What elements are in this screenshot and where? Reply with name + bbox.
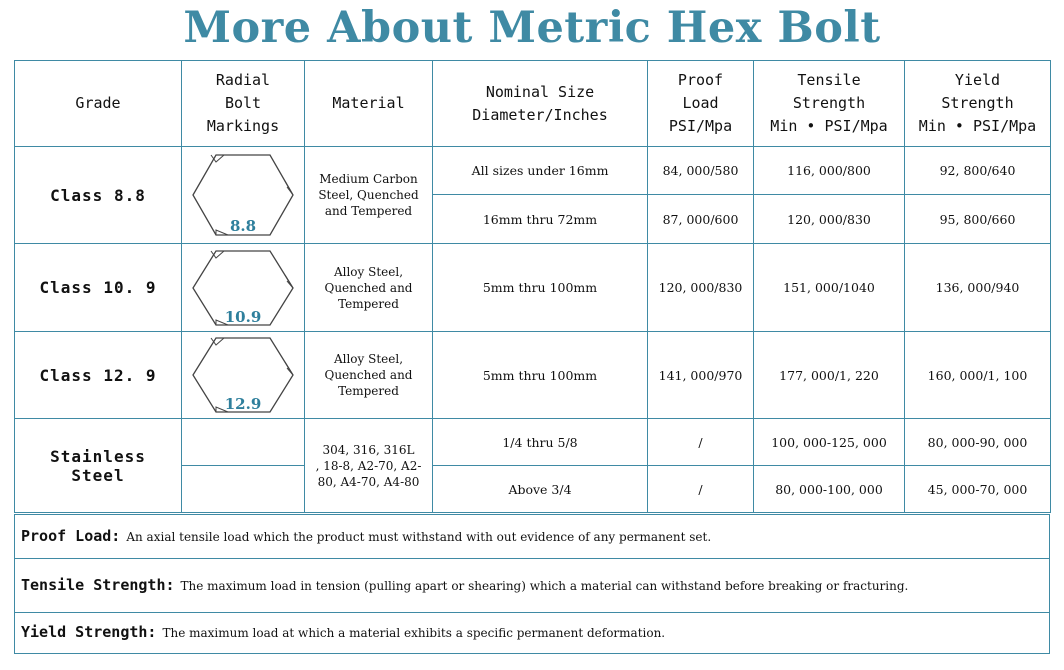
tensile-cell: 120, 000/830 — [754, 195, 905, 244]
marking-label: 12.9 — [224, 395, 262, 413]
proof-cell: / — [648, 466, 754, 513]
definition-term: Tensile Strength: — [21, 575, 175, 594]
yield-cell: 45, 000-70, 000 — [905, 466, 1051, 513]
definition-proof-load — [14, 514, 1050, 559]
table-row — [15, 332, 1051, 419]
yield-cell: 95, 800/660 — [905, 195, 1051, 244]
marking-label: 8.8 — [229, 217, 257, 235]
header-row — [15, 61, 1051, 147]
proof-cell: 141, 000/970 — [648, 332, 754, 419]
tensile-cell: 80, 000-100, 000 — [754, 466, 905, 513]
marking-cell — [182, 332, 305, 419]
hex-bolt-icon — [188, 150, 298, 240]
header-material: Material — [305, 61, 433, 147]
yield-cell: 92, 800/640 — [905, 147, 1051, 195]
grade-cell: Class 12. 9 — [15, 332, 182, 419]
definition-text: The maximum load at which a material exhibits a specific permanent deformation. — [162, 626, 666, 640]
grade-cell: Stainless Steel — [15, 419, 182, 513]
bolt-spec-table — [14, 60, 1051, 513]
grade-cell: Class 8.8 — [15, 147, 182, 244]
material-cell: Alloy Steel, Quenched and Tempered — [305, 332, 433, 419]
yield-cell: 80, 000-90, 000 — [905, 419, 1051, 466]
page-title: More About Metric Hex Bolt — [183, 3, 881, 53]
header-grade: Grade — [15, 61, 182, 147]
marking-label: 10.9 — [224, 307, 262, 326]
size-cell: 16mm thru 72mm — [433, 195, 648, 244]
material-cell: 304, 316, 316L , 18-8, A2-70, A2- 80, A4-70, A4-80 — [305, 419, 433, 513]
material-cell: Medium Carbon Steel, Quenched and Tempered — [305, 147, 433, 244]
table-row — [15, 419, 1051, 466]
tensile-cell: 151, 000/1040 — [754, 244, 905, 332]
tensile-cell: 116, 000/800 — [754, 147, 905, 195]
material-cell: Alloy Steel, Quenched and Tempered — [305, 244, 433, 332]
proof-cell: 84, 000/580 — [648, 147, 754, 195]
header-yield: Yield Strength Min • PSI/Mpa — [905, 61, 1051, 147]
yield-cell: 136, 000/940 — [905, 244, 1051, 332]
marking-cell — [182, 147, 305, 244]
proof-cell: 87, 000/600 — [648, 195, 754, 244]
proof-cell: 120, 000/830 — [648, 244, 754, 332]
tensile-cell: 177, 000/1, 220 — [754, 332, 905, 419]
definition-yield-strength — [14, 612, 1050, 654]
grade-cell: Class 10. 9 — [15, 244, 182, 332]
header-size: Nominal Size Diameter/Inches — [433, 61, 648, 147]
header-markings: Radial Bolt Markings — [182, 61, 305, 147]
definition-text: An axial tensile load which the product must withstand with out evidence of any permanent set. — [126, 529, 712, 544]
table-row — [15, 147, 1051, 195]
definition-term: Yield Strength: — [21, 623, 157, 641]
header-proof: Proof Load PSI/Mpa — [648, 61, 754, 147]
hex-bolt-icon — [188, 247, 298, 329]
hex-bolt-icon — [188, 334, 298, 416]
size-cell: 1/4 thru 5/8 — [433, 419, 648, 466]
definition-text: The maximum load in tension (pulling apart or shearing) which a material can withstand before breaking or fracturing. — [180, 578, 909, 593]
size-cell: Above 3/4 — [433, 466, 648, 513]
definition-tensile-strength — [14, 558, 1050, 613]
yield-cell: 160, 000/1, 100 — [905, 332, 1051, 419]
tensile-cell: 100, 000-125, 000 — [754, 419, 905, 466]
size-cell: All sizes under 16mm — [433, 147, 648, 195]
table-row — [15, 244, 1051, 332]
header-tensile: Tensile Strength Min • PSI/Mpa — [754, 61, 905, 147]
marking-cell — [182, 244, 305, 332]
size-cell: 5mm thru 100mm — [433, 332, 648, 419]
marking-cell — [182, 466, 305, 513]
definition-term: Proof Load: — [21, 526, 121, 545]
marking-cell — [182, 419, 305, 466]
proof-cell: / — [648, 419, 754, 466]
size-cell: 5mm thru 100mm — [433, 244, 648, 332]
